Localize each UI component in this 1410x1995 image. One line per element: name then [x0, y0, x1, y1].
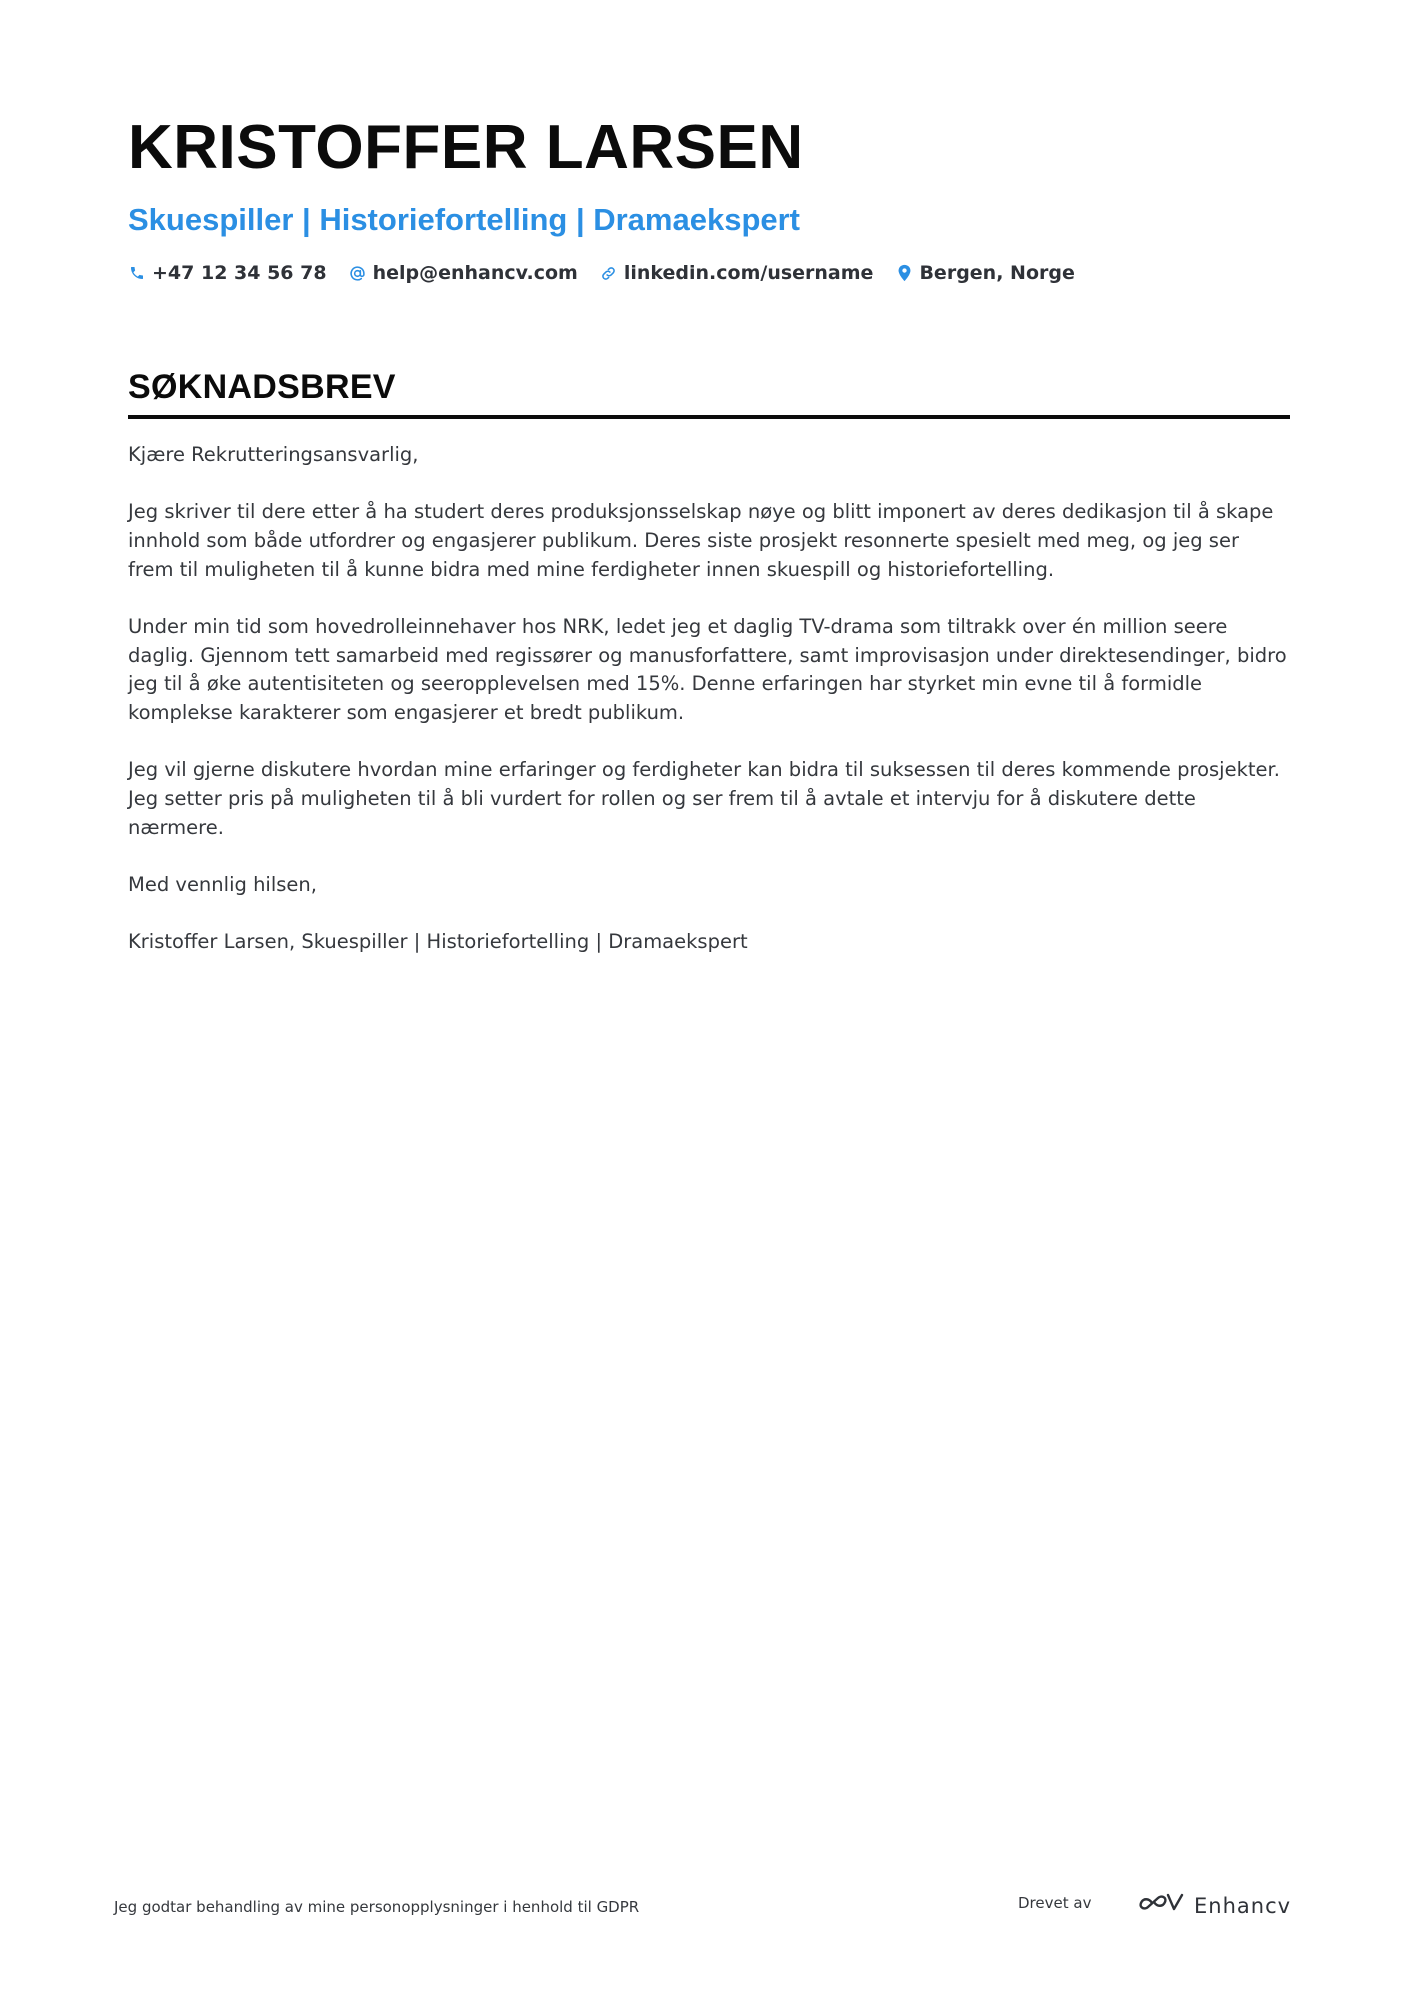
phone-icon	[128, 264, 146, 282]
enhancv-logo-icon	[1138, 1890, 1184, 1921]
section-divider	[128, 415, 1290, 419]
cover-letter-section	[128, 365, 1290, 985]
candidate-name: KRISTOFFER LARSEN	[128, 113, 804, 182]
letter-paragraph: Jeg skriver til dere etter å ha studert deres produksjonsselskap nøye og blitt imponert av deres dedikasjon til å skape innhold som både utfordrer og engasjerer publikum. Deres siste prosjekt resonnerte spesielt med meg, og jeg ser frem til muligheten til å kunne bidra med mine ferdigheter innen skuespill og historiefortelling.	[128, 500, 1274, 581]
gdpr-consent-text: Jeg godtar behandling av mine personopplysninger i henhold til GDPR	[114, 1898, 640, 1916]
email-text: help@enhancv.com	[372, 262, 578, 284]
brand-link[interactable]	[1138, 1890, 1291, 1921]
at-icon	[349, 264, 367, 282]
header	[128, 112, 1288, 284]
letter-salutation: Kjære Rekrutteringsansvarlig,	[128, 443, 419, 466]
contact-email[interactable]	[349, 262, 578, 284]
letter-paragraph: Under min tid som hovedrolleinnehaver hos NRK, ledet jeg et daglig TV-drama som tiltrakk over én million seere daglig. Gjennom tett samarbeid med regissører og manusforfattere, samt improvisasjon under direktesendinger, bidro jeg til å øke autentisiteten og seeropplevelsen med 15%. Denne erfaringen har styrket min evne til å formidle komplekse karakterer som engasjerer et bredt publikum.	[128, 614, 1287, 724]
contact-location	[895, 262, 1074, 284]
link-icon	[600, 264, 618, 282]
location-text: Bergen, Norge	[919, 262, 1075, 284]
linkedin-text: linkedin.com/username	[623, 262, 874, 284]
letter-closing: Med vennlig hilsen,	[128, 872, 317, 896]
letter-signature: Kristoffer Larsen, Skuespiller | Historiefortelling | Dramaekspert	[128, 929, 748, 953]
contact-phone[interactable]	[128, 262, 327, 284]
contact-linkedin[interactable]	[600, 262, 874, 284]
letter-body	[128, 441, 1290, 957]
map-pin-icon	[895, 264, 913, 282]
candidate-title: Skuespiller | Historiefortelling | Dramaekspert	[128, 202, 801, 237]
contact-row	[128, 262, 1288, 284]
powered-by-label: Drevet av	[1018, 1894, 1092, 1912]
section-title: SØKNADSBREV	[128, 368, 396, 406]
footer	[114, 1890, 1290, 1930]
letter-paragraph: Jeg vil gjerne diskutere hvordan mine erfaringer og ferdigheter kan bidra til suksessen til deres kommende prosjekter. Jeg setter pris på muligheten til å bli vurdert for rollen og ser frem til å avtale et intervju for å diskutere dette nærmere.	[128, 758, 1280, 839]
brand-name: Enhancv	[1194, 1893, 1292, 1918]
phone-text: +47 12 34 56 78	[152, 262, 327, 284]
